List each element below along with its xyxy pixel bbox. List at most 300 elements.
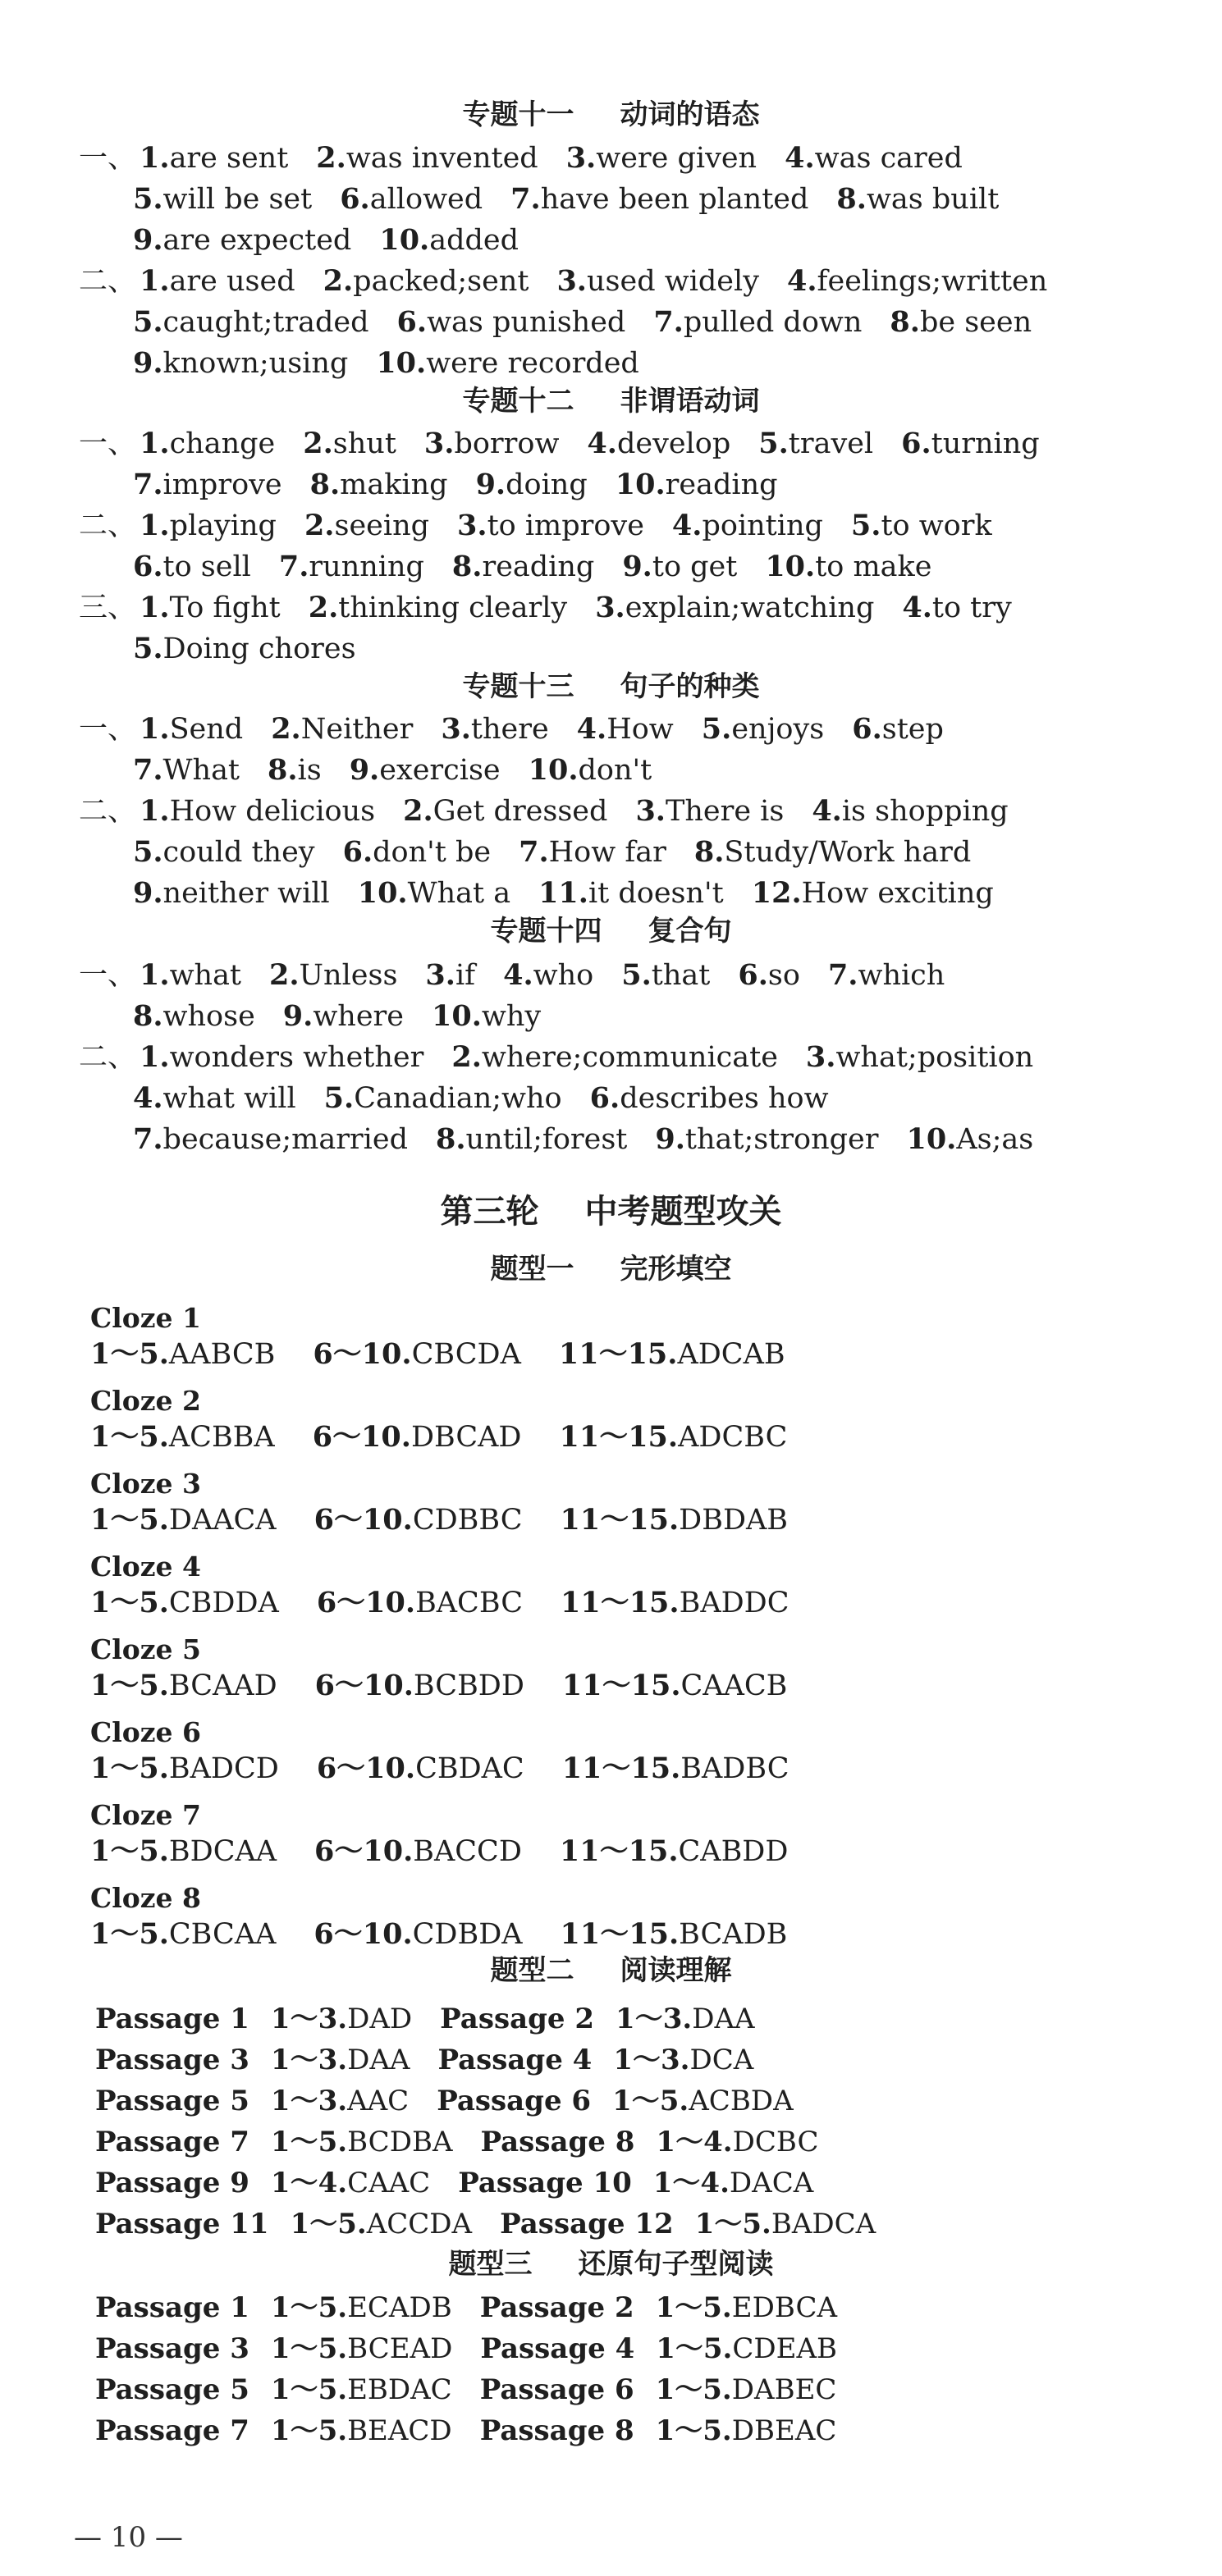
item-answer: shut: [332, 427, 396, 460]
section-marker: 一、: [79, 142, 137, 175]
answer-group: [90, 1833, 277, 1870]
item-answer: to work: [881, 509, 992, 542]
answer-group: [90, 1501, 277, 1539]
item-answer: borrow: [454, 427, 560, 460]
item-answer: that;stronger: [684, 1123, 879, 1156]
section-marker: 一、: [79, 713, 137, 746]
item-number: 3.: [457, 509, 487, 542]
group-range: 11～15.: [561, 1752, 681, 1785]
answer-line: [133, 630, 356, 668]
item-number: 9.: [133, 346, 163, 380]
group-range: 6～10.: [314, 1503, 413, 1537]
round-three-heading-number: 第三轮: [440, 1193, 539, 1231]
answer-line: [133, 751, 652, 789]
type-two-heading-number: 题型二: [490, 1954, 574, 1987]
group-answer: CBDAC: [415, 1752, 524, 1785]
answer-line: [79, 263, 1047, 300]
answer-item: [738, 959, 800, 992]
item-number: 6.: [738, 958, 768, 992]
cloze-label: Cloze 3: [90, 1468, 201, 1500]
item-number: 1.: [140, 509, 170, 542]
item-answer: used widely: [587, 265, 759, 298]
group-answer: BCADB: [679, 1918, 788, 1951]
group-range: 1～5.: [90, 1917, 169, 1951]
cloze-label: Cloze 1: [90, 1302, 201, 1334]
item-number: 1.: [140, 591, 170, 624]
topic-heading-13-number: 专题十三: [462, 670, 574, 703]
group-range: 6～10.: [316, 1586, 416, 1619]
item-answer: where: [313, 1000, 405, 1033]
cloze-answers: [90, 1418, 825, 1456]
passage-answer: CDEAB: [732, 2332, 838, 2365]
topic-heading-12-name: 非谓语动词: [620, 385, 760, 418]
answer-item: [901, 427, 1040, 460]
answer-item: [269, 959, 397, 992]
item-number: 7.: [519, 835, 549, 869]
group-answer: CABDD: [678, 1835, 789, 1868]
answer-group: [561, 1916, 788, 1953]
group-answer: BACCD: [413, 1835, 522, 1868]
answer-item: [616, 468, 778, 501]
item-answer: pointing: [702, 509, 823, 542]
passage-answer: DACA: [729, 2167, 814, 2199]
answer-item: [672, 509, 823, 542]
item-number: 3.: [565, 141, 597, 175]
cloze-answers: [90, 1336, 823, 1373]
cloze-label: Cloze 6: [90, 1716, 201, 1748]
answer-item: [140, 591, 281, 624]
topic-heading-12-number: 专题十二: [462, 385, 574, 418]
item-number: 4.: [576, 712, 607, 746]
group-answer: BCBDD: [413, 1669, 524, 1702]
item-answer: what: [169, 959, 241, 992]
passage-answer: CAAC: [347, 2167, 431, 2199]
item-number: 10.: [765, 550, 816, 583]
group-answer: BCAAD: [168, 1669, 277, 1702]
answer-item: [133, 1082, 296, 1115]
answer-item: [133, 550, 251, 583]
answer-item: [851, 509, 992, 542]
item-number: 8.: [890, 305, 920, 339]
group-range: 6～10.: [314, 1917, 413, 1951]
group-answer: CBCDA: [411, 1338, 521, 1371]
item-number: 9.: [133, 876, 163, 910]
group-range: 1～5.: [90, 1752, 169, 1785]
passage-range: 1～5.: [270, 2332, 348, 2365]
answer-item: [452, 550, 594, 583]
group-range: 11～15.: [560, 1917, 680, 1951]
item-number: 4.: [902, 591, 932, 624]
section-marker: 一、: [79, 427, 137, 460]
answer-item: [451, 1041, 778, 1074]
item-number: 10.: [528, 753, 579, 787]
item-answer: was punished: [427, 306, 626, 339]
answer-item: [787, 265, 1047, 298]
item-answer: where;communicate: [481, 1041, 778, 1074]
passage-row: [95, 2164, 813, 2202]
answer-line: [79, 1039, 1033, 1076]
passage-range: 1～3.: [270, 2003, 348, 2035]
answer-item: [140, 509, 277, 542]
passage-label: Passage 4: [437, 2044, 593, 2076]
answer-group: [90, 1667, 277, 1705]
answer-item: [828, 959, 945, 992]
item-number: 3.: [635, 794, 666, 828]
item-answer: How far: [548, 836, 666, 869]
answer-item: [432, 1000, 541, 1033]
cloze-answers: [90, 1501, 826, 1539]
item-number: 10.: [379, 223, 430, 257]
item-answer: was built: [866, 183, 1000, 216]
item-number: 1.: [140, 794, 170, 828]
type-one-heading-number: 题型一: [490, 1253, 574, 1286]
item-number: 8.: [268, 753, 298, 787]
item-number: 12.: [751, 876, 802, 910]
item-answer: Send: [169, 713, 244, 746]
item-number: 10.: [906, 1122, 957, 1156]
page-number: — 10 —: [74, 2521, 183, 2554]
answer-group: [315, 1667, 524, 1705]
passage-label: Passage 5: [95, 2373, 249, 2406]
group-range: 1～5.: [90, 1834, 169, 1868]
group-range: 1～5.: [90, 1420, 169, 1454]
item-answer: to make: [815, 550, 932, 583]
group-answer: CAACB: [680, 1669, 788, 1702]
item-number: 4.: [786, 264, 817, 298]
item-number: 7.: [827, 958, 858, 992]
answer-item: [595, 591, 874, 624]
item-number: 4.: [671, 509, 703, 542]
passage-range: 1～5.: [270, 2126, 348, 2158]
item-number: 4.: [503, 958, 533, 992]
passage-label: Passage 10: [458, 2167, 632, 2199]
item-number: 5.: [133, 305, 163, 339]
passage-range: 1～5.: [655, 2291, 732, 2324]
cloze-label: Cloze 5: [90, 1633, 201, 1665]
answer-item: [425, 959, 475, 992]
group-answer: CDBDA: [412, 1918, 523, 1951]
item-number: 9.: [282, 999, 314, 1033]
answer-line: [133, 466, 778, 504]
passage-range: 1～5.: [694, 2208, 771, 2240]
item-number: 1.: [140, 141, 170, 175]
item-answer: step: [881, 713, 944, 746]
passage-answer: BEACD: [347, 2414, 452, 2447]
answer-item: [133, 468, 282, 501]
section-marker: 二、: [79, 795, 137, 828]
item-number: 9.: [475, 468, 506, 501]
group-range: 6～10.: [313, 1337, 412, 1371]
answer-line: [133, 180, 999, 218]
passage-answer: DCBC: [732, 2126, 819, 2158]
passage-range: 1～4.: [270, 2167, 348, 2199]
answer-line: [79, 425, 1040, 463]
answer-item: [133, 1000, 255, 1033]
answer-item: [133, 1123, 408, 1156]
answer-item: [556, 265, 759, 298]
answer-item: [403, 795, 607, 828]
item-answer: whose: [162, 1000, 255, 1033]
answer-item: [140, 142, 288, 175]
item-number: 9.: [133, 223, 163, 257]
passage-label: Passage 6: [437, 2085, 592, 2117]
item-answer: Canadian;who: [354, 1082, 562, 1115]
item-answer: How exciting: [801, 877, 994, 910]
passage-label: Passage 7: [95, 2414, 249, 2447]
cloze-answers: [90, 1916, 825, 1953]
group-range: 11～15.: [561, 1669, 681, 1702]
answer-line: [79, 792, 1009, 830]
answer-item: [655, 1123, 878, 1156]
item-number: 5.: [133, 182, 163, 216]
item-answer: travel: [788, 427, 874, 460]
answer-group: [560, 1833, 789, 1870]
answer-item: [303, 427, 396, 460]
item-number: 10.: [615, 468, 666, 501]
item-number: 4.: [785, 141, 815, 175]
answer-group: [313, 1336, 521, 1373]
item-answer: be seen: [919, 306, 1032, 339]
item-number: 11.: [538, 876, 588, 910]
item-answer: How: [606, 713, 674, 746]
passage-answer: ACBDA: [689, 2085, 794, 2117]
answer-item: [587, 427, 730, 460]
cloze-answers: [90, 1667, 825, 1705]
item-number: 7.: [133, 1122, 163, 1156]
item-answer: which: [858, 959, 945, 992]
answer-group: [90, 1336, 275, 1373]
answer-item: [310, 468, 448, 501]
answer-item: [758, 427, 873, 460]
item-number: 5.: [133, 632, 163, 665]
passage-answer: EDBCA: [731, 2291, 838, 2324]
item-number: 2.: [316, 141, 346, 175]
passage-row: [95, 2330, 837, 2368]
item-number: 5.: [133, 835, 163, 869]
item-answer: don't: [578, 754, 652, 787]
topic-heading-14: [0, 913, 1222, 949]
answer-item: [358, 877, 510, 910]
answer-item: [622, 550, 737, 583]
answer-item: [702, 713, 824, 746]
item-answer: What a: [407, 877, 511, 910]
item-answer: Doing chores: [162, 633, 356, 665]
topic-heading-11-name: 动词的语态: [620, 98, 760, 131]
item-number: 6.: [396, 305, 428, 339]
answer-item: [350, 754, 501, 787]
answer-item: [906, 1123, 1033, 1156]
answer-item: [309, 591, 567, 624]
item-number: 2.: [403, 794, 433, 828]
answer-line: [133, 875, 994, 912]
item-answer: pulled down: [683, 306, 863, 339]
answer-item: [376, 347, 639, 380]
item-number: 3.: [425, 958, 455, 992]
answer-item: [902, 591, 1011, 624]
item-answer: who: [533, 959, 594, 992]
answer-item: [503, 959, 593, 992]
topic-heading-12: [0, 383, 1222, 419]
passage-range: 1～3.: [613, 2044, 690, 2076]
item-number: 3.: [595, 591, 625, 624]
round-three-heading: [0, 1194, 1222, 1230]
group-answer: BACBC: [415, 1587, 523, 1619]
type-one-heading-name: 完形填空: [620, 1253, 732, 1286]
item-answer: To fight: [169, 591, 281, 624]
cloze-label: Cloze 8: [90, 1882, 201, 1914]
answer-item: [133, 347, 348, 380]
item-number: 1.: [140, 264, 170, 298]
passage-range: 1～5.: [270, 2291, 348, 2324]
answer-item: [519, 836, 666, 869]
item-answer: because;married: [162, 1123, 408, 1156]
item-number: 2.: [323, 264, 354, 298]
item-number: 10.: [357, 876, 408, 910]
item-number: 8.: [836, 182, 867, 216]
answer-item: [271, 713, 413, 746]
round-three-heading-name: 中考题型攻关: [584, 1193, 782, 1231]
item-number: 1.: [140, 427, 170, 460]
item-answer: wonders whether: [169, 1041, 424, 1074]
answer-item: [283, 1000, 404, 1033]
group-range: 11～15.: [558, 1337, 678, 1371]
answer-item: [424, 427, 560, 460]
answer-group: [561, 1501, 788, 1539]
item-number: 2.: [271, 712, 301, 746]
passage-range: 1～3.: [270, 2085, 348, 2117]
answer-group: [314, 1916, 522, 1953]
answer-item: [279, 550, 424, 583]
group-range: 1～5.: [90, 1503, 169, 1537]
item-answer: were given: [596, 142, 757, 175]
item-number: 6.: [133, 550, 163, 583]
group-answer: BDCAA: [168, 1835, 277, 1868]
answer-item: [752, 877, 994, 910]
answer-item: [529, 754, 652, 787]
item-number: 5.: [758, 427, 789, 460]
item-answer: What: [162, 754, 240, 787]
passage-row: [95, 2205, 876, 2243]
item-answer: why: [481, 1000, 542, 1033]
item-number: 3.: [805, 1040, 836, 1074]
group-range: 6～10.: [314, 1669, 414, 1702]
passage-answer: DCA: [689, 2044, 754, 2076]
item-number: 8.: [451, 550, 483, 583]
item-number: 6.: [901, 427, 931, 460]
item-answer: is: [297, 754, 322, 787]
item-answer: was cared: [814, 142, 963, 175]
passage-range: 1～4.: [656, 2126, 733, 2158]
section-marker: 三、: [79, 591, 137, 624]
passage-answer: BADCA: [771, 2208, 876, 2240]
answer-item: [379, 224, 519, 257]
item-answer: develop: [616, 427, 731, 460]
answer-item: [133, 224, 351, 257]
item-answer: have been planted: [540, 183, 809, 216]
item-answer: improve: [162, 468, 282, 501]
passage-label: Passage 7: [95, 2126, 249, 2158]
item-answer: thinking clearly: [338, 591, 568, 624]
answer-item: [268, 754, 322, 787]
topic-heading-13-name: 句子的种类: [620, 670, 760, 703]
cloze-answers: [90, 1584, 827, 1622]
item-answer: seeing: [334, 509, 430, 542]
section-marker: 一、: [79, 959, 137, 992]
answer-item: [510, 183, 808, 216]
answer-item: [140, 1041, 423, 1074]
item-answer: explain;watching: [625, 591, 875, 624]
item-number: 10.: [432, 999, 482, 1033]
answer-item: [140, 265, 295, 298]
answer-group: [561, 1584, 789, 1622]
item-number: 7.: [653, 305, 684, 339]
item-number: 1.: [140, 1040, 170, 1074]
item-number: 8.: [309, 468, 341, 501]
passage-label: Passage 1: [95, 2291, 249, 2324]
passage-label: Passage 4: [480, 2332, 635, 2365]
passage-row: [95, 2371, 836, 2409]
group-answer: BADDC: [679, 1587, 789, 1619]
item-number: 2.: [451, 1040, 482, 1074]
answer-group: [562, 1667, 787, 1705]
passage-row: [95, 2000, 755, 2038]
answer-item: [765, 550, 931, 583]
passage-label: Passage 2: [479, 2291, 634, 2324]
group-answer: ADCBC: [678, 1421, 788, 1454]
group-range: 6～10.: [312, 1420, 411, 1454]
group-answer: CBDDA: [168, 1587, 279, 1619]
cloze-label: Cloze 7: [90, 1799, 201, 1831]
item-answer: There is: [665, 795, 785, 828]
item-answer: until;forest: [465, 1123, 628, 1156]
cloze-label: Cloze 2: [90, 1385, 201, 1417]
item-number: 5.: [621, 958, 652, 992]
answer-line: [133, 222, 519, 259]
answer-group: [317, 1584, 523, 1622]
answer-line: [79, 957, 945, 994]
passage-row: [95, 2041, 753, 2079]
item-answer: added: [429, 224, 519, 257]
type-one-heading: [0, 1251, 1222, 1287]
topic-heading-14-name: 复合句: [648, 915, 732, 948]
item-number: 6.: [342, 835, 373, 869]
answer-item: [577, 713, 674, 746]
item-answer: there: [470, 713, 549, 746]
type-two-heading: [0, 1953, 1222, 1989]
answer-line: [79, 139, 963, 177]
answer-item: [140, 427, 275, 460]
answer-item: [621, 959, 710, 992]
item-answer: what will: [162, 1082, 296, 1115]
answer-item: [653, 306, 862, 339]
type-three-heading-name: 还原句子型阅读: [578, 2248, 774, 2281]
answer-item: [133, 306, 369, 339]
answer-item: [436, 1123, 627, 1156]
item-answer: change: [169, 427, 276, 460]
answer-item: [140, 795, 375, 828]
item-answer: How delicious: [169, 795, 376, 828]
answer-group: [560, 1418, 788, 1456]
item-answer: Neither: [300, 713, 414, 746]
cloze-label: Cloze 4: [90, 1551, 201, 1583]
answer-item: [140, 959, 241, 992]
item-answer: it doesn't: [588, 877, 724, 910]
answer-item: [343, 836, 492, 869]
passage-range: 1～4.: [652, 2167, 730, 2199]
item-number: 9.: [655, 1122, 685, 1156]
group-answer: AABCB: [168, 1338, 276, 1371]
answer-group: [559, 1336, 785, 1373]
